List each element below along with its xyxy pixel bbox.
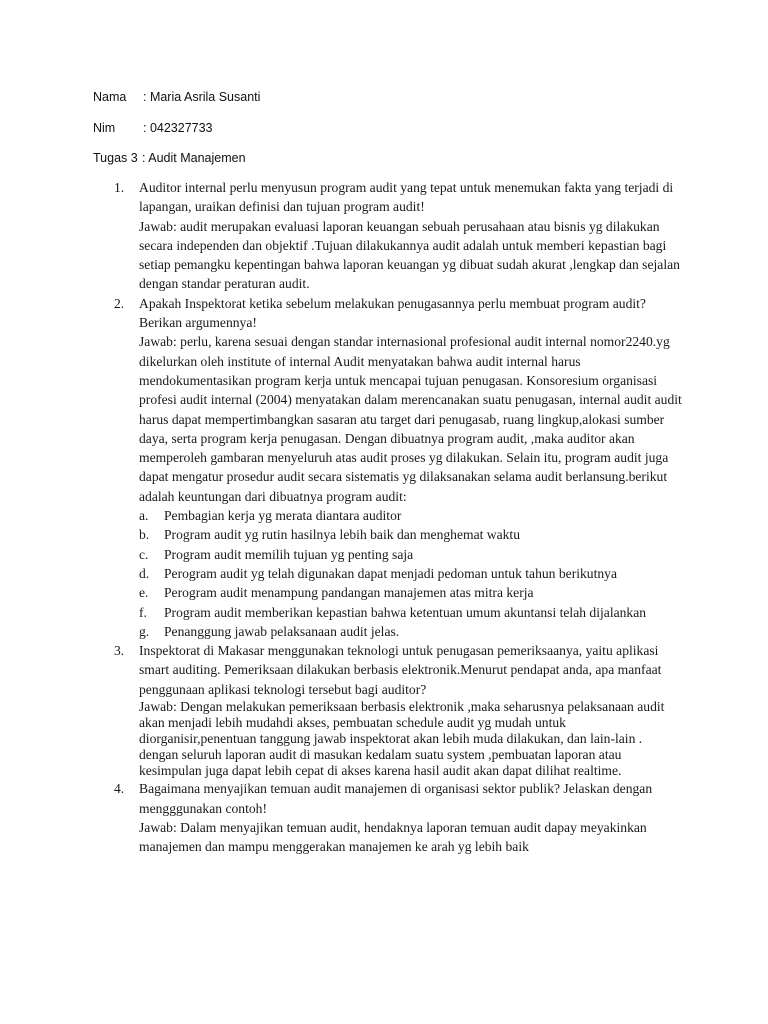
sub-item-text: Program audit yg rutin hasilnya lebih baik dan menghemat waktu (164, 527, 520, 543)
tugas-label: Tugas 3 (93, 151, 138, 165)
item-number: 2. (114, 295, 125, 311)
sub-item (139, 622, 684, 641)
sub-item (139, 583, 684, 602)
sub-item-label: g. (139, 623, 150, 639)
question-text: Inspektorat di Makasar menggunakan teknologi untuk penugasan pemeriksaanya, yaitu aplikasi smart auditing. Pemeriksaan dilakukan berbasis elektronik.Menurut pendapat anda, apa manfaat penggunaan aplikasi teknologi tersebut bagi auditor? (139, 643, 662, 697)
sub-item-text: Penanggung jawab pelaksanaan audit jelas. (164, 623, 400, 639)
answer-text: Jawab: perlu, karena sesuai dengan standar internasional profesional audit internal nomor2240.yg dikelurkan oleh institute of internal Audit menyatakan bahwa audit internal harus mendokumentasikan program kerja untuk mencapai tujuan penugasan. Konsoresium organisasi profesi audit internal (2004) menyatakan dalam merencanakan suatu penugasan, internal audit audit harus dapat mempertimbangkan sasaran atu target dari penugasab, ruang lingkup,alokasi sumber daya, serta program kerja penugasan. Dengan dibuatnya program audit, ,maka auditor akan memperoleh gambaran menyeluruh atas audit proses yg dilakukan. Selain itu, program audit juga dapat mengatur prosedur audit secara sistematis yg dilaksanakan selama audit berlansung.berikut adalah keuntungan dari dibuatnya program audit: (139, 334, 682, 504)
sub-item-text: Program audit memberikan kepastian bahwa ketentuan umum akuntansi telah dijalankan (164, 604, 647, 620)
sub-item-label: c. (139, 546, 149, 562)
sub-item-label: b. (139, 527, 150, 543)
answer-text: Jawab: Dengan melakukan pemeriksaan berbasis elektronik ,maka seharusnya pelaksanaan audit akan menjadi lebih mudahdi akses, pembuatan schedule audit yg mudah untuk diorganisir,penentuan tanggung jawab inspektorat akan lebih muda dilakukan, dan lain-lain . dengan seluruh laporan audit di masukan kedalam suatu system ,pembuatan laporan atau kesimpulan juga dapat lebih cepat di akses karena hasil audit akan dapat dilihat realtime. (139, 699, 665, 779)
sub-item-text: Pembagian kerja yg merata diantara auditor (164, 508, 402, 524)
sub-item-label: a. (139, 508, 149, 524)
item-number: 4. (114, 781, 125, 797)
header-tugas (93, 151, 246, 165)
sub-item-text: Program audit memilih tujuan yg penting saja (164, 546, 414, 562)
benefit-list (139, 506, 684, 641)
list-item-3 (114, 641, 684, 779)
sub-item-text: Perogram audit yg telah digunakan dapat menjadi pedoman untuk tahun berikutnya (164, 565, 618, 581)
answer-text: Jawab: Dalam menyajikan temuan audit, hendaknya laporan temuan audit dapay meyakinkan manajemen dan mampu menggerakan manajemen ke arah yg lebih baik (139, 820, 647, 855)
sub-item-label: e. (139, 585, 149, 601)
sub-item (139, 506, 684, 525)
sub-item (139, 525, 684, 544)
question-text: Apakah Inspektorat ketika sebelum melakukan penugasannya perlu membuat program audit? Berikan argumennya! (139, 295, 646, 331)
answer-text: Jawab: audit merupakan evaluasi laporan keuangan sebuah perusahaan atau bisnis yg dilakukan secara independen dan objektif .Tujuan dilakukannya audit adalah untuk memberi kepastian bagi setiap pemangku kepentingan bahwa laporan keuangan yg dibuat sudah akurat ,lengkap dan sejalan dengan standar peraturan audit. (139, 218, 680, 292)
tugas-value: : Audit Manajemen (142, 151, 246, 165)
sub-item-text: Perogram audit menampung pandangan manajemen atas mitra kerja (164, 585, 534, 601)
sub-item-label: f. (139, 604, 147, 620)
item-number: 3. (114, 643, 125, 659)
nim-value: : 042327733 (143, 121, 213, 135)
header-nama (93, 90, 260, 104)
sub-item (139, 603, 684, 622)
header-nim (93, 121, 213, 135)
list-item-4 (114, 779, 684, 856)
question-text: Auditor internal perlu menyusun program audit yang tepat untuk menemukan fakta yang terjadi di lapangan, uraikan definisi dan tujuan program audit! (139, 180, 674, 215)
sub-item-label: d. (139, 565, 150, 581)
sub-item (139, 564, 684, 583)
item-number: 1. (114, 180, 125, 195)
question-text: Bagaimana menyajikan temuan audit manajemen di organisasi sektor publik? Jelaskan dengan mengggunakan contoh! (139, 781, 653, 816)
nim-label: Nim (93, 121, 116, 135)
nama-value: : Maria Asrila Susanti (143, 90, 261, 104)
question-list (114, 178, 684, 857)
list-item-2 (114, 294, 684, 641)
nama-label: Nama (93, 90, 127, 104)
sub-item (139, 545, 684, 564)
list-item-1 (114, 178, 684, 294)
